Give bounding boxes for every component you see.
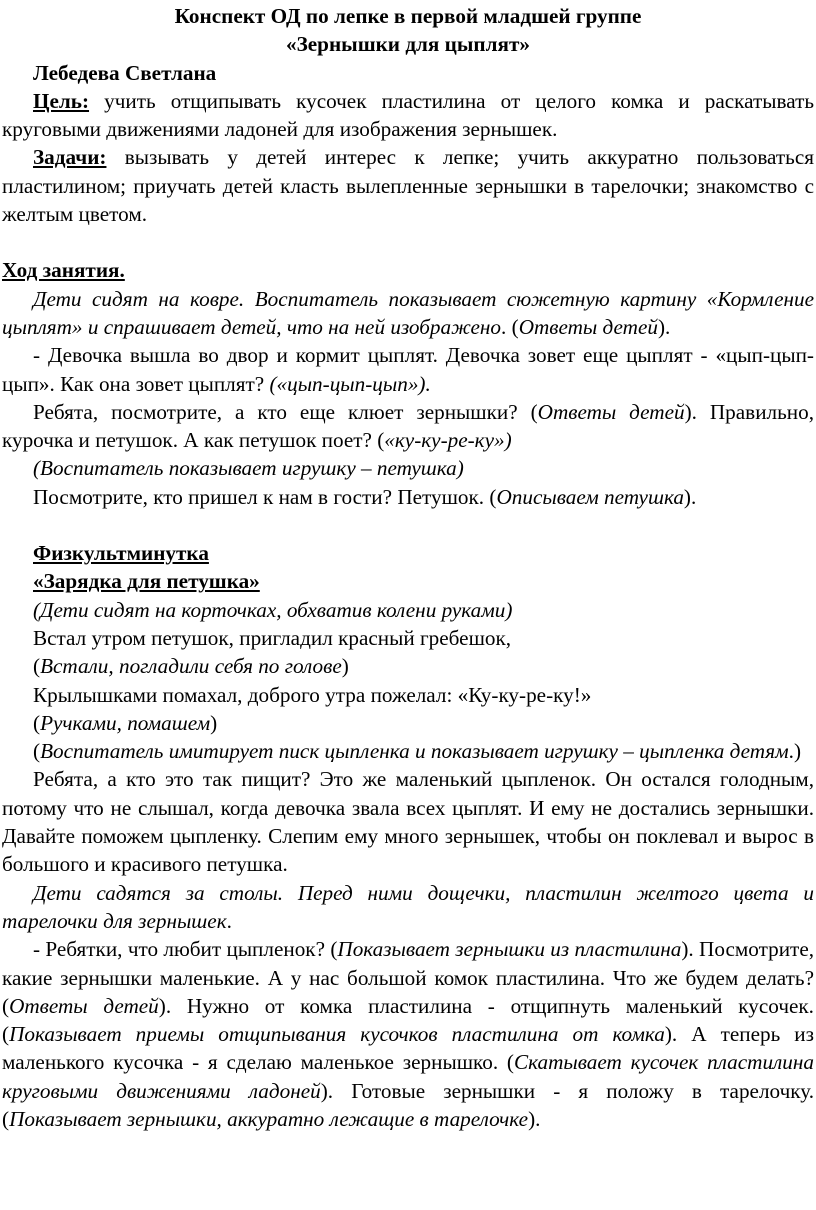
lesson-p1-dot: . ( xyxy=(501,314,519,339)
author-name: Лебедева Светлана xyxy=(33,60,217,85)
lesson-p1-end: ). xyxy=(657,314,671,339)
spacer xyxy=(2,511,814,539)
body-p8c-italic: Показывает приемы отщипывания кусочков пластилина от комка xyxy=(9,1022,665,1047)
lesson-paragraph-5 xyxy=(2,483,814,511)
lesson-p3-answers: Ответы детей xyxy=(537,399,685,424)
exercise-line-2-italic: Встали, погладили себя по голове xyxy=(40,654,342,679)
lesson-p2-text: - Девочка вышла во двор и кормит цыплят. Девочка зовет еще цыплят - «цып-цып-цып». Как она зовет цыплят? xyxy=(2,343,814,396)
body-paragraph-6: Ребята, а кто это так пищит? Это же маленький цыпленок. Он остался голодным, потому что не слышал, когда девочка звала всех цыплят. И ему не достались зернышки. Давайте поможем цыпленку. Слепим ему много зернышек, чтобы он поклевал и вырос в большого и красивого петушка. xyxy=(2,767,814,877)
body-paragraph-7 xyxy=(2,879,814,936)
body-p8d-italic: Скатывает кусочек пластилина круговыми движениями ладоней xyxy=(2,1050,814,1103)
body-paragraph-8 xyxy=(2,935,814,1133)
tasks-text: вызывать у детей интерес к лепке; учить аккуратно пользоваться пластилином; приучать детей класть вылепленные зернышки в тарелочки; знакомство с желтым цветом. xyxy=(2,145,814,227)
lesson-p4-italic: (Воспитатель показывает игрушку – петушка) xyxy=(33,456,464,481)
lesson-p5-end: ). xyxy=(683,484,697,509)
lesson-heading xyxy=(2,256,814,284)
paren-open: ( xyxy=(33,710,41,735)
lesson-p2-italic: («цып-цып-цып»). xyxy=(269,371,431,396)
body-p8f: ). xyxy=(528,1106,541,1131)
body-p8b: ). Посмотрите, какие зернышки маленькие. А у нас большой комок пластилина. Что же будем делать? ( xyxy=(2,937,815,1018)
exercise-line-2 xyxy=(2,652,814,680)
exercise-heading xyxy=(2,539,814,567)
exercise-title-text: «Зарядка для петушка» xyxy=(33,569,260,594)
body-p8e-italic: Показывает зернышки, аккуратно лежащие в тарелочке xyxy=(9,1106,529,1131)
lesson-paragraph-1 xyxy=(2,285,814,342)
lesson-heading-text: Ход занятия. xyxy=(2,258,125,283)
paren-close: ) xyxy=(341,654,349,679)
tasks-paragraph xyxy=(2,143,814,228)
exercise-line-1: Встал утром петушок, пригладил красный гребешок, xyxy=(33,625,512,650)
exercise-line-5 xyxy=(2,737,814,765)
tasks-label: Задачи: xyxy=(33,145,107,170)
body-p8c: ). Нужно от комка пластилина - отщипнуть маленький кусочек. ( xyxy=(2,993,814,1047)
body-p8a: - Ребятки, что любит цыпленок? ( xyxy=(33,937,338,962)
exercise-instruction-italic: (Дети сидят на корточках, обхватив колени руками) xyxy=(33,597,513,622)
exercise-line-4-italic: Ручками, помашем xyxy=(40,710,211,735)
lesson-p1-answers: Ответы детей xyxy=(518,314,658,339)
body-p8b-italic: Ответы детей xyxy=(9,993,159,1018)
body-p8d: ). А теперь из маленького кусочка - я сделаю маленькое зернышко. ( xyxy=(2,1022,814,1075)
paren-open: ( xyxy=(33,739,41,764)
goal-paragraph xyxy=(2,87,814,144)
exercise-line-3: Крылышками помахал, доброго утра пожелал: «Ку-ку-ре-ку!» xyxy=(33,682,592,707)
lesson-p5-italic: Описываем петушка xyxy=(496,484,684,509)
lesson-p3-italic: «ку-ку-ре-ку») xyxy=(384,428,512,453)
goal-text: учить отщипывать кусочек пластилина от целого комка и раскатывать круговыми движениями ладоней для изображения зернышек. xyxy=(2,88,814,142)
body-p8e: ). Готовые зернышки - я положу в тарелочку. ( xyxy=(2,1078,814,1131)
lesson-p5-text: Посмотрите, кто пришел к нам в гости? Петушок. ( xyxy=(33,484,497,509)
body-p8a-italic: Показывает зернышки из пластилина xyxy=(337,937,682,962)
body-p7-end: . xyxy=(226,908,232,933)
spacer xyxy=(2,228,814,256)
goal-label: Цель: xyxy=(33,88,90,113)
exercise-line-4 xyxy=(2,709,814,737)
lesson-paragraph-2 xyxy=(2,341,814,398)
exercise-line-instruction xyxy=(2,596,814,624)
paren-open: ( xyxy=(33,654,41,679)
exercise-title xyxy=(2,567,814,595)
lesson-paragraph-3 xyxy=(2,398,814,455)
document-title-line-2: «Зернышки для цыплят» xyxy=(286,32,530,57)
paren-close: ) xyxy=(210,710,218,735)
author-line xyxy=(2,59,814,87)
exercise-line-5-italic: Воспитатель имитирует писк цыпленка и показывает игрушку – цыпленка детям xyxy=(40,739,789,764)
lesson-p1-italic: Дети сидят на ковре. Воспитатель показывает сюжетную картину «Кормление цыплят» и спрашивает детей, что на ней изображено xyxy=(2,286,814,339)
paren-close: .) xyxy=(788,739,802,764)
body-p7-italic: Дети садятся за столы. Перед ними дощечки, пластилин желтого цвета и тарелочки для зернышек xyxy=(2,880,814,933)
document-title-line-1: Конспект ОД по лепке в первой младшей группе xyxy=(174,4,642,28)
exercise-heading-text: Физкультминутка xyxy=(33,541,209,566)
lesson-p3-mid: ). Правильно, курочка и петушок. А как петушок поет? ( xyxy=(2,399,814,453)
lesson-paragraph-4 xyxy=(2,454,814,482)
lesson-p3-text: Ребята, посмотрите, а кто еще клюет зернышки? ( xyxy=(33,399,538,424)
